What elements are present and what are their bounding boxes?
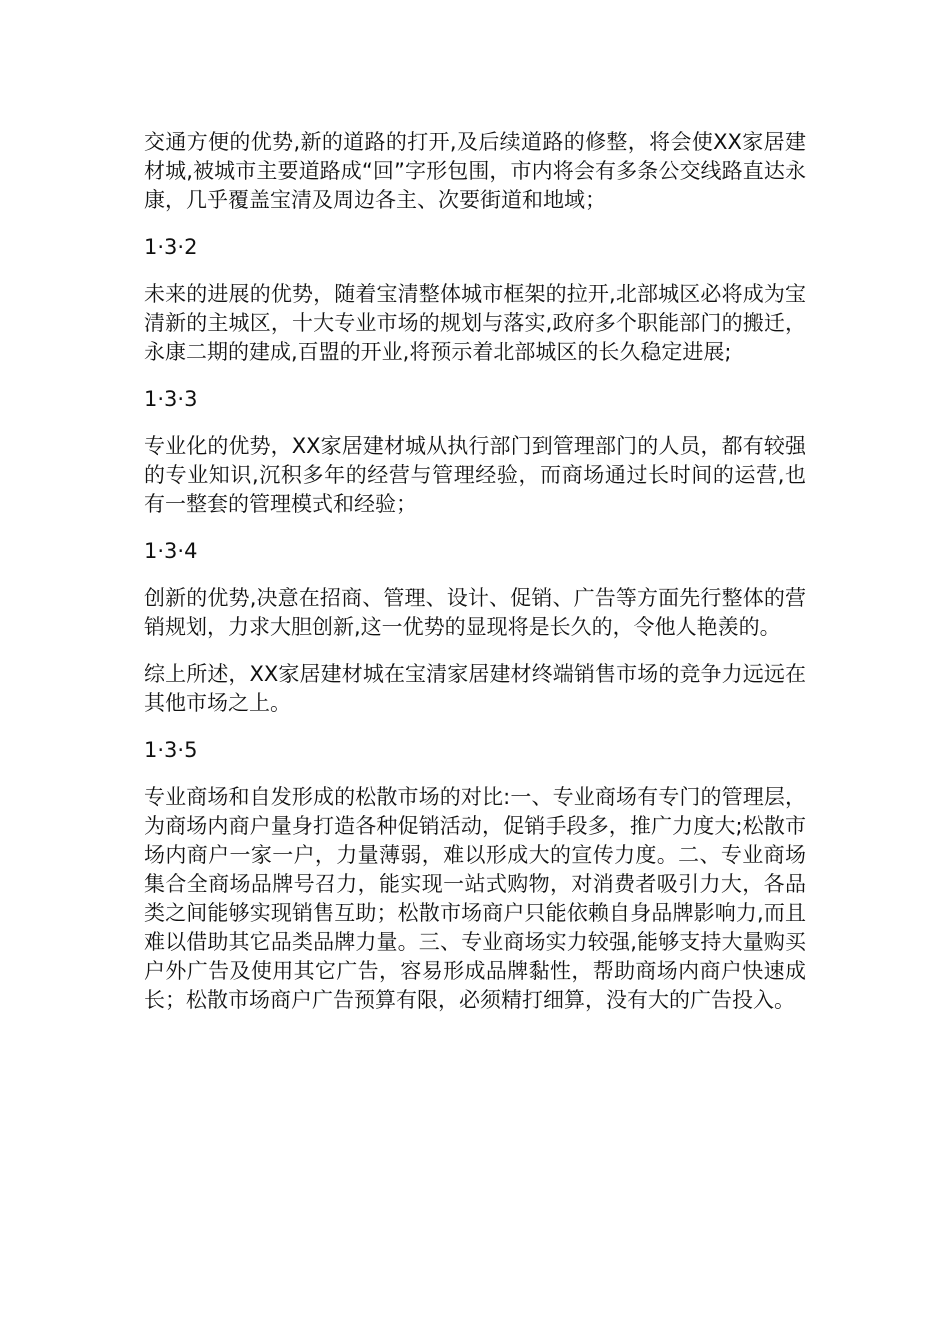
paragraph-future-development: 未来的进展的优势，随着宝清整体城市框架的拉开,北部城区必将成为宝清新的主城区，十大专业市场的规划与落实,政府多个职能部门的搬迁，永康二期的建成,百盟的开业,将预示着北部城区的长久稳定进展;	[144, 282, 806, 364]
section-number-1-3-2: 1·3·2	[144, 235, 198, 259]
paragraph-innovation: 创新的优势,决意在招商、管理、设计、促销、广告等方面先行整体的营销规划，力求大胆创新,这一优势的显现将是长久的，令他人艳羡的。	[144, 586, 806, 639]
document-page	[144, 128, 806, 1033]
paragraph-summary: 综上所述，XX家居建材城在宝清家居建材终端销售市场的竞争力远远在其他市场之上。	[144, 662, 806, 715]
section-number-1-3-3: 1·3·3	[144, 387, 198, 411]
paragraph-traffic-advantage: 交通方便的优势,新的道路的打开,及后续道路的修整，将会使XX家居建材城,被城市主要道路成“回”字形包围，市内将会有多条公交线路直达永康，几乎覆盖宝清及周边各主、次要街道和地域；	[144, 130, 806, 212]
paragraph-market-comparison: 专业商场和自发形成的松散市场的对比:一、专业商场有专门的管理层，为商场内商户量身打造各种促销活动，促销手段多，推广力度大;松散市场内商户一家一户，力量薄弱，难以形成大的宣传力度。二、专业商场集合全商场品牌号召力，能实现一站式购物，对消费者吸引力大，各品类之间能够实现销售互助；松散市场商户只能依赖自身品牌影响力,而且难以借助其它品类品牌力量。三、专业商场实力较强,能够支持大量购买户外广告及使用其它广告，容易形成品牌黏性，帮助商场内商户快速成长；松散市场商户广告预算有限，必须精打细算，没有大的广告投入。	[144, 785, 806, 1012]
section-number-1-3-5: 1·3·5	[144, 738, 198, 762]
paragraph-specialization: 专业化的优势，XX家居建材城从执行部门到管理部门的人员，都有较强的专业知识,沉积多年的经营与管理经验，而商场通过长时间的运营,也有一整套的管理模式和经验；	[144, 434, 806, 516]
section-number-1-3-4: 1·3·4	[144, 539, 198, 563]
